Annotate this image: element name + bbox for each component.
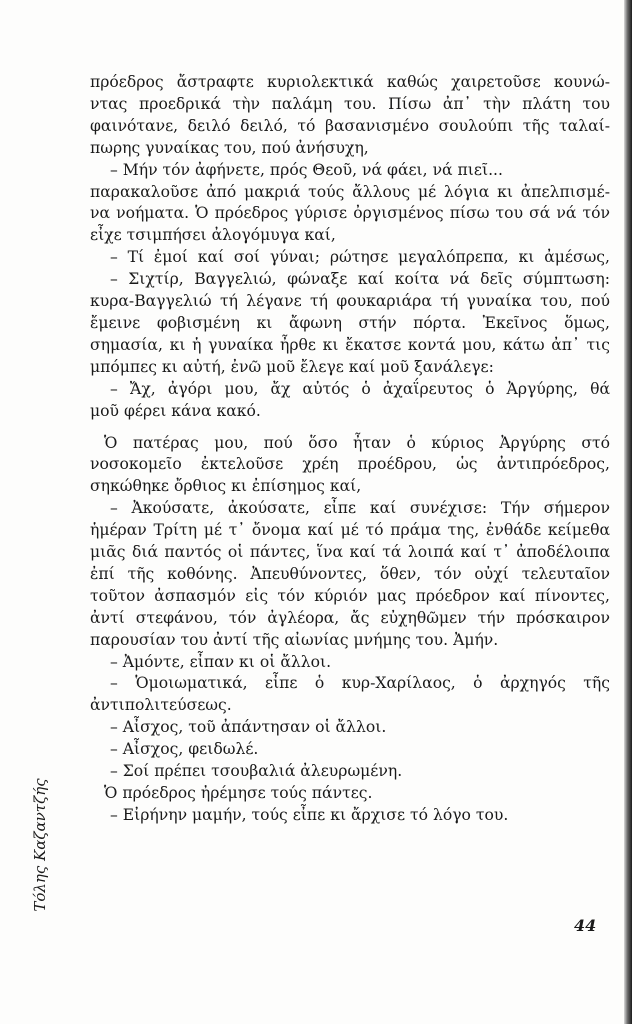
text-line: εἶχε τσιμπήσει ἀλογόμυγα καί, <box>90 226 336 245</box>
text-line: ἀντιπολιτεύσεως. <box>90 696 232 715</box>
text-line: να νοήματα. Ὁ πρόεδρος γύρισε ὀργισμένος πίσω του σά νά τόν <box>90 204 610 223</box>
body-text <box>90 72 610 827</box>
text-line: πωρης γυναίκας του, πού ἀνήσυχη, <box>90 138 369 157</box>
running-head <box>28 770 52 920</box>
text-line: σημασία, κι ἡ γυναίκα ἦρθε κι ἔκατσε κοντά μου, κάτω ἀπ᾿ τις <box>90 335 610 354</box>
text-line: – Μήν τόν ἀφήνετε, πρός Θεοῦ, νά φάει, νά πιεῖ... <box>110 160 503 179</box>
author-name: Τόλης Καζαντζής <box>31 778 49 912</box>
text-line: μοῦ φέρει κάνα κακό. <box>90 401 261 420</box>
text-line: μιᾶς διά παντός οἱ πάντες, ἵνα καί τά λοιπά καί τ᾿ ἀποδέλοιπα <box>90 543 610 562</box>
text-line: ἐπί τῆς κοθόνης. Ἀπευθύνοντες, ὅθεν, τόν οὐχί τελευταῖον <box>90 564 610 583</box>
text-line: μπόμπες κι αὐτή, ἐνῶ μοῦ ἔλεγε καί μοῦ ξανάλεγε: <box>90 357 494 376</box>
page-number: 44 <box>574 916 597 935</box>
text-line: φαινότανε, δειλό δειλό, τό βασανισμένο σουλούπι τῆς ταλαί- <box>90 116 610 135</box>
text-line: κυρα-Βαγγελιώ τή λέγανε τή φουκαριάρα τή γυναίκα του, πού <box>90 292 610 311</box>
text-line: Ὁ πρόεδρος ἠρέμησε τούς πάντες. <box>104 784 373 802</box>
text-line: νοσοκομεῖο ἐκτελοῦσε χρέη προέδρου, ὡς ἀντιπρόεδρος, <box>90 455 610 474</box>
text-line: – Σιχτίρ, Βαγγελιώ, φώναξε καί κοίτα νά δεῖς σύμπτωση: <box>110 270 610 289</box>
text-line: ἔμεινε φοβισμένη κι ἄφωνη στήν πόρτα. Ἐκεῖνος ὅμως, <box>90 313 610 332</box>
text-line: – Ἀμόντε, εἶπαν κι οἱ ἄλλοι. <box>110 652 332 671</box>
text-line: παρακαλοῦσε ἀπό μακριά τούς ἄλλους μέ λόγια κι ἀπελπισμέ- <box>90 182 610 201</box>
text-line: – Ἀκούσατε, ἀκούσατε, εἶπε καί συνέχισε: Τήν σήμερον <box>110 499 610 518</box>
text-line: ντας προεδρικά τὴν παλάμη του. Πίσω ἀπ᾿ τὴν πλάτη του <box>90 94 610 113</box>
text-line: παρουσίαν του ἀντί τῆς αἰωνίας μνήμης του. Ἀμήν. <box>90 630 499 649</box>
text-line: ἀντί στεφάνου, τόν ἀγλέορα, ἄς εὐχηθῶμεν τήν πρόσκαιρον <box>90 608 610 627</box>
scan-edge <box>624 0 632 1024</box>
text-line: – Τί ἐμοί καί σοί γύναι; ρώτησε μεγαλόπρεπα, κι ἀμέσως, <box>110 248 610 267</box>
text-line: ἡμέραν Τρίτη μέ τ᾿ ὄνομα καί μέ τό πράμα της, ἐνθάδε κείμεθα <box>90 521 610 540</box>
text-line: τοῦτον ἀσπασμόν εἰς τόν κύριόν μας πρόεδρον καί πίνοντες, <box>90 586 610 605</box>
text-line: Ὁ πατέρας μου, πού ὅσο ἦταν ὁ κύριος Ἀργύρης στό <box>104 433 610 452</box>
text-line: σηκώθηκε ὄρθιος κι ἐπίσημος καί, <box>90 477 362 496</box>
text-line: – Ὁμοιωματικά, εἶπε ὁ κυρ-Χαρίλαος, ὁ ἀρχηγός τῆς <box>110 674 610 693</box>
paragraph-gap <box>90 423 610 433</box>
text-line: – Αἶσχος, τοῦ ἀπάντησαν οἱ ἄλλοι. <box>110 718 387 737</box>
text-line: – Εἰρήνην μαμήν, τούς εἶπε κι ἄρχισε τό λόγο του. <box>110 805 509 824</box>
text-line: πρόεδρος ἄστραφτε κυριολεκτικά καθώς χαιρετοῦσε κουνώ- <box>90 73 610 91</box>
text-line: – Ἄχ, ἀγόρι μου, ἄχ αὐτός ὁ ἀχαΐρευτος ὁ Ἀργύρης, θά <box>110 379 610 398</box>
text-line: – Αἶσχος, φειδωλέ. <box>110 740 259 759</box>
text-line: – Σοί πρέπει τσουβαλιά ἀλευρωμένη. <box>110 762 403 781</box>
